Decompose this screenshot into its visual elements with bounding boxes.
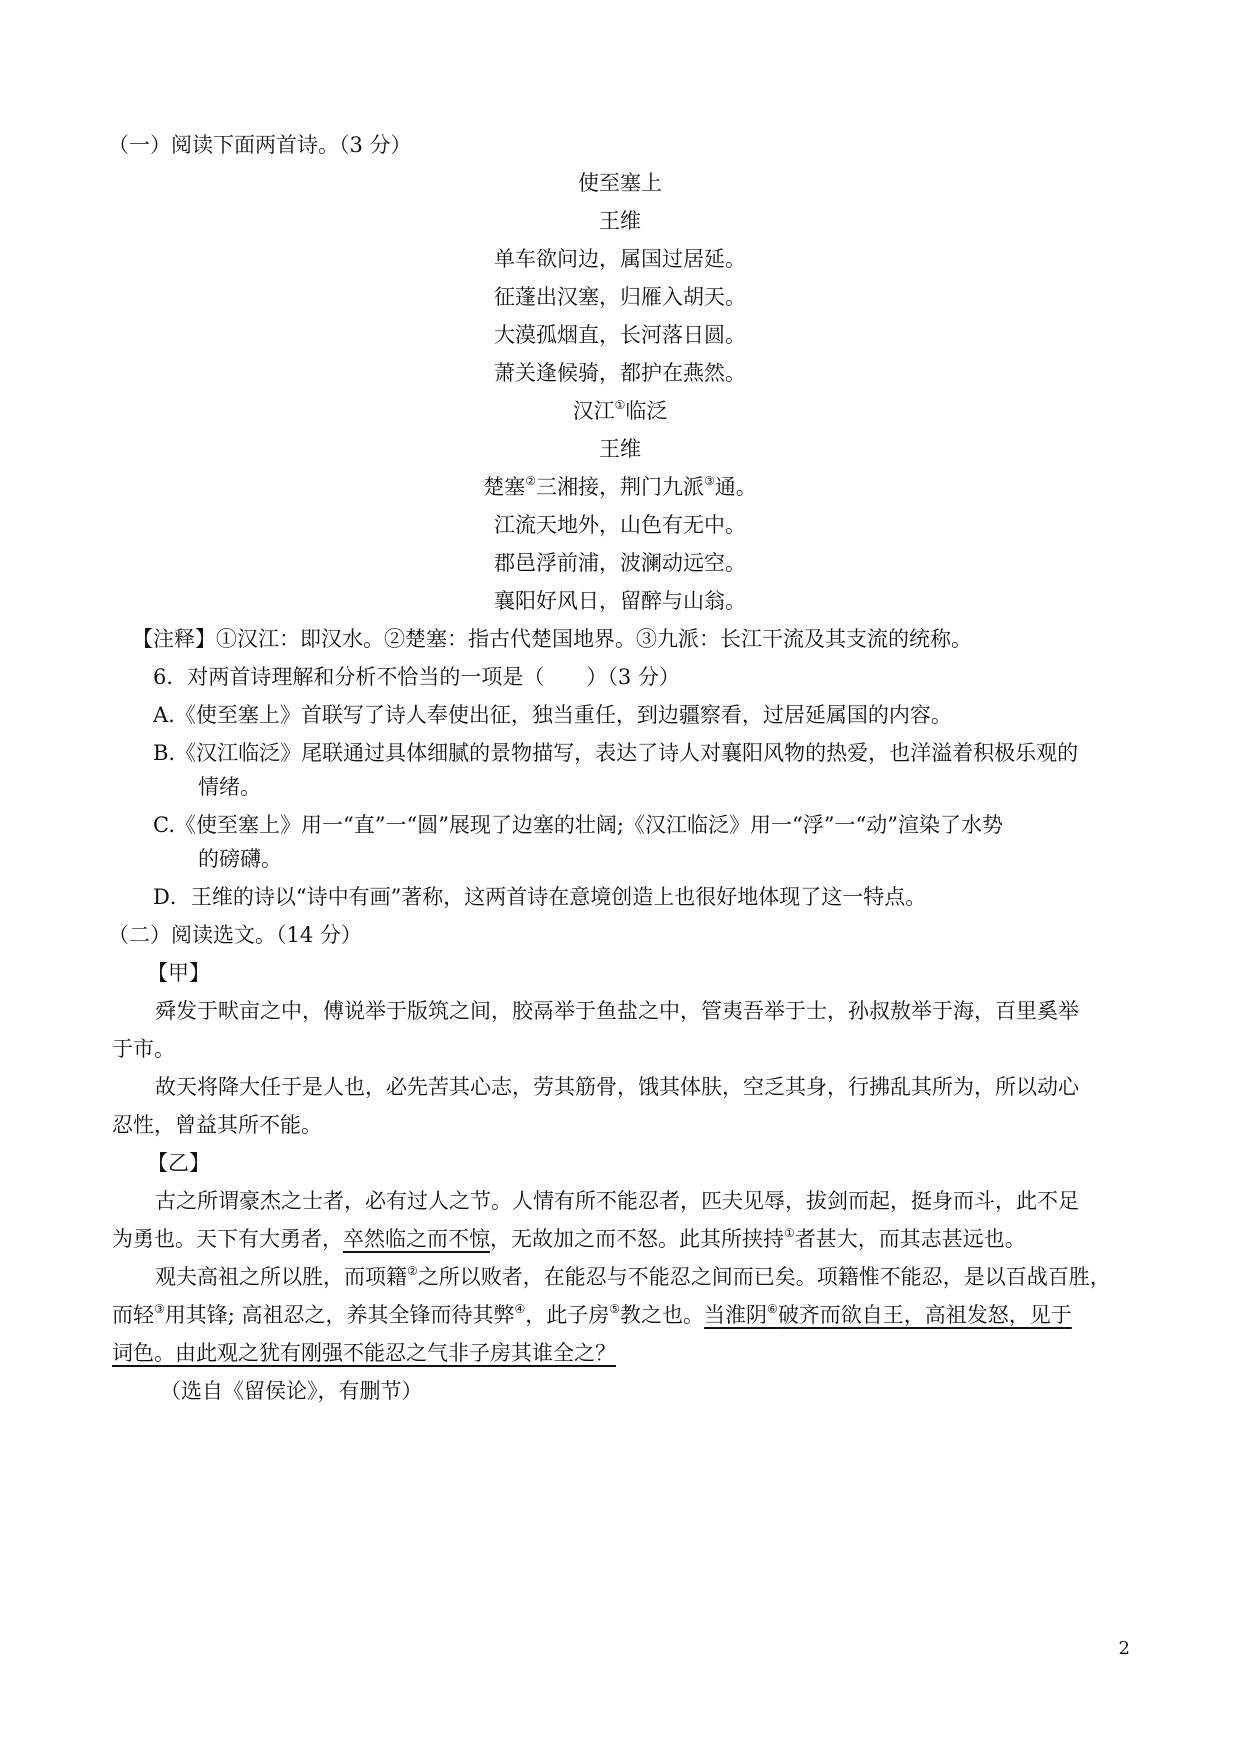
footnote-marker: ①: [784, 1226, 795, 1240]
page-number: 2: [1118, 1638, 1130, 1659]
poem-2-author: 王维: [599, 437, 641, 461]
option-c-continued: 的磅礴。: [198, 847, 282, 871]
poem-1-line: 萧关逢候骑，都护在燕然。: [494, 361, 746, 385]
underlined-sentence: 当淮阴⑥破齐而欲自王，高祖发怒，见于: [704, 1302, 1072, 1327]
poem-2-line: 楚塞②三湘接，荆门九派③通。: [483, 474, 757, 499]
passage-jia-text: 故天将降大任于是人也，必先苦其心志，劳其筋骨，饿其体肤，空乏其身，行拂乱其所为，所以动心: [155, 1075, 1079, 1099]
poem-2-line: 襄阳好风日，留醉与山翁。: [494, 589, 746, 613]
footnote-marker: ⑥: [767, 1302, 778, 1316]
option-c: C.《使至塞上》用一“直”一“圆”展现了边塞的壮阔;《汉江临泛》用一“浮”一“动”渲染了水势: [153, 813, 1003, 837]
footnote-marker: ④: [514, 1302, 526, 1316]
poem-2-title: 汉江①临泛: [572, 398, 668, 423]
passage-yi-text: 而轻③用其锋; 高祖忍之，养其全锋而待其弊④，此子房⑤教之也。当淮阴⑥破齐而欲自王，高祖发怒，见于: [112, 1302, 1072, 1327]
poem-2-line: 郡邑浮前浦，波澜动远空。: [494, 551, 746, 575]
passage-jia-text: 于市。: [112, 1037, 175, 1061]
poem-1-author: 王维: [599, 209, 641, 233]
question-6: 6．对两首诗理解和分析不恰当的一项是（ ）（3 分）: [153, 665, 680, 689]
poem-1-line: 征蓬出汉塞，归雁入胡天。: [494, 285, 746, 309]
poem-1-title: 使至塞上: [578, 171, 662, 195]
section-1-heading: （一）阅读下面两首诗。（3 分）: [108, 133, 412, 157]
poem-1-line: 大漠孤烟直，长河落日圆。: [494, 323, 746, 347]
footnote-marker: ③: [154, 1302, 165, 1316]
option-b: B.《汉江临泛》尾联通过具体细腻的景物描写，表达了诗人对襄阳风物的热爱，也洋溢着积极乐观的: [153, 741, 1079, 765]
passage-yi-label: 【乙】: [147, 1151, 210, 1175]
poem-notes: 【注释】①汉江：即汉水。②楚塞：指古代楚国地界。③九派：长江干流及其支流的统称。: [132, 627, 972, 651]
passage-jia-text: 忍性，曾益其所不能。: [112, 1113, 322, 1137]
underlined-sentence: 词色。由此观之犹有刚强不能忍之气非子房其谁全之？: [112, 1341, 616, 1365]
footnote-marker: ③: [704, 474, 715, 488]
passage-jia-label: 【甲】: [147, 961, 210, 985]
passage-yi-text: 观夫高祖之所以胜，而项籍②之所以败者，在能忍与不能忍之间而已矣。项籍惟不能忍，是以百战百胜，: [155, 1264, 1111, 1289]
passage-jia-text: 舜发于畎亩之中，傅说举于版筑之间，胶鬲举于鱼盐之中，管夷吾举于士，孙叔敖举于海，百里奚举: [155, 999, 1079, 1023]
footnote-marker: ②: [407, 1264, 418, 1278]
passage-yi-text: 为勇也。天下有大勇者，卒然临之而不惊，无故加之而不怒。此其所挟持①者甚大，而其志甚远也。: [112, 1226, 1026, 1251]
poem-1-line: 单车欲问边，属国过居延。: [494, 247, 746, 271]
passage-source: （选自《留侯论》，有删节）: [160, 1379, 423, 1403]
option-b-continued: 情绪。: [198, 775, 261, 799]
footnote-marker: ②: [525, 474, 536, 488]
option-d: D．王维的诗以“诗中有画”著称，这两首诗在意境创造上也很好地体现了这一特点。: [153, 885, 927, 909]
passage-yi-text: 古之所谓豪杰之士者，必有过人之节。人情有所不能忍者，匹夫见辱，拔剑而起，挺身而斗，此不足: [155, 1189, 1079, 1213]
option-a: A.《使至塞上》首联写了诗人奉使出征，独当重任，到边疆察看，过居延属国的内容。: [153, 703, 952, 727]
footnote-marker: ①: [614, 398, 626, 412]
underlined-phrase: 卒然临之而不惊: [343, 1227, 490, 1251]
footnote-marker: ⑤: [609, 1302, 621, 1316]
section-2-heading: （二）阅读选文。（14 分）: [108, 923, 362, 947]
poem-2-line: 江流天地外，山色有无中。: [494, 513, 746, 537]
